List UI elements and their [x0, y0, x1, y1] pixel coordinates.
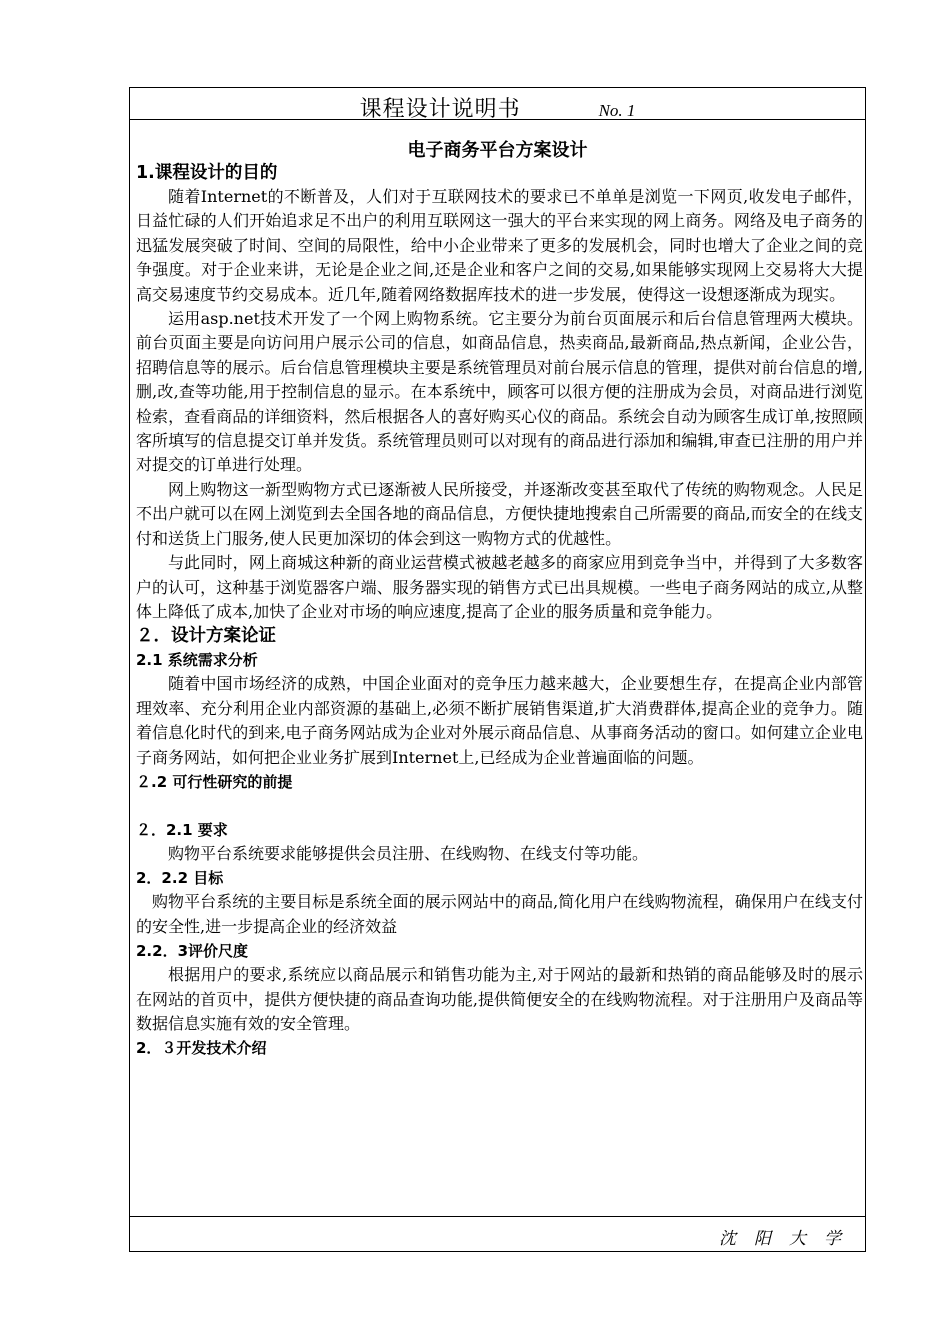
- section-1-heading: 1.课程设计的目的: [136, 163, 278, 183]
- paragraph: 购物平台系统的主要目标是系统全面的展示网站中的商品,简化用户在线购物流程，确保用户在线支付的安全性,进一步提高企业的经济效益: [136, 892, 863, 936]
- spacer: [136, 794, 863, 818]
- paragraph: 根据用户的要求,系统应以商品展示和销售功能为主,对于网站的最新和热销的商品能够及时的展示在网站的首页中，提供方便快捷的商品查询功能,提供简便安全的在线购物流程。对于注册用户及商品等数据信息实施有效的安全管理。: [136, 965, 863, 1033]
- section-2-2-1-heading: ２．2.1 要求: [136, 820, 228, 839]
- section-2-3-heading: 2．３开发技术介绍: [136, 1039, 267, 1058]
- paper-title: 电子商务平台方案设计: [407, 140, 588, 161]
- paragraph: 随着Internet的不断普及，人们对于互联网技术的要求已不单单是浏览一下网页,收发电子邮件，日益忙碌的人们开始追求足不出户的利用互联网这一强大的平台来实现的网上商务。网络及电子商务的迅猛发展突破了时间、空间的局限性，给中小企业带来了更多的发展机会，同时也增大了企业之间的竞争强度。对于企业来讲，无论是企业之间,还是企业和客户之间的交易,如果能够实现网上交易将大大提高交易速度节约交易成本。近几年,随着网络数据库技术的进一步发展，使得这一设想逐渐成为现实。: [136, 187, 863, 304]
- document-body: [136, 161, 863, 1060]
- section-2-2-2-heading: 2．2.2 目标: [136, 869, 224, 888]
- page-frame: [129, 87, 866, 1252]
- section-2-2-3-heading: 2.2．3评价尺度: [136, 942, 249, 961]
- footer-divider: [130, 1216, 865, 1217]
- paragraph: 购物平台系统要求能够提供会员注册、在线购物、在线支付等功能。: [168, 843, 649, 863]
- paragraph: 网上购物这一新型购物方式已逐渐被人民所接受，并逐渐改变甚至取代了传统的购物观念。人民足不出户就可以在网上浏览到去全国各地的商品信息，方便快捷地搜索自己所需要的商品,而安全的在线支付和送货上门服务,使人民更加深切的体会到这一购物方式的优越性。: [136, 479, 863, 548]
- footer-university: 沈阳大学: [719, 1229, 859, 1248]
- paragraph: 随着中国市场经济的成熟，中国企业面对的竞争压力越来越大，企业要想生存，在提高企业内部管理效率、充分利用企业内部资源的基础上,必须不断扩展销售渠道,扩大消费群体,提高企业的竞争力。随着信息化时代的到来,电子商务网站成为企业对外展示商品信息、从事商务活动的窗口。如何建立企业电子商务网站，如何把企业业务扩展到Internet上,已经成为企业普遍面临的问题。: [136, 674, 863, 767]
- header-divider: [130, 119, 865, 120]
- section-2-1-heading: 2.1 系统需求分析: [136, 651, 258, 670]
- section-2-2-heading: ２.2 可行性研究的前提: [136, 772, 293, 791]
- paragraph: 与此同时，网上商城这种新的商业运营模式被越老越多的商家应用到竞争当中，并得到了大多数客户的认可，这种基于浏览器客户端、服务器实现的销售方式已出具规模。一些电子商务网站的成立,从整体上降低了成本,加快了企业对市场的响应速度,提高了企业的服务质量和竞争能力。: [136, 553, 863, 621]
- section-2-heading: ２．设计方案论证: [136, 626, 276, 647]
- page-number: No. 1: [598, 101, 636, 120]
- document-title: 课程设计说明书: [359, 97, 521, 122]
- paragraph: 运用asp.net技术开发了一个网上购物系统。它主要分为前台页面展示和后台信息管理两大模块。前台页面主要是向访问用户展示公司的信息，如商品信息，热卖商品,最新商品,热点新闻，企业公告，招聘信息等的展示。后台信息管理模块主要是系统管理员对前台展示信息的管理，提供对前台信息的增,删,改,查等功能,用于控制信息的显示。在本系统中，顾客可以很方便的注册成为会员，对商品进行浏览检索，查看商品的详细资料，然后根据各人的喜好购买心仪的商品。系统会自动为顾客生成订单,按照顾客所填写的信息提交订单并发货。系统管理员则可以对现有的商品进行添加和编辑,审查已注册的用户并对提交的订单进行处理。: [136, 309, 863, 475]
